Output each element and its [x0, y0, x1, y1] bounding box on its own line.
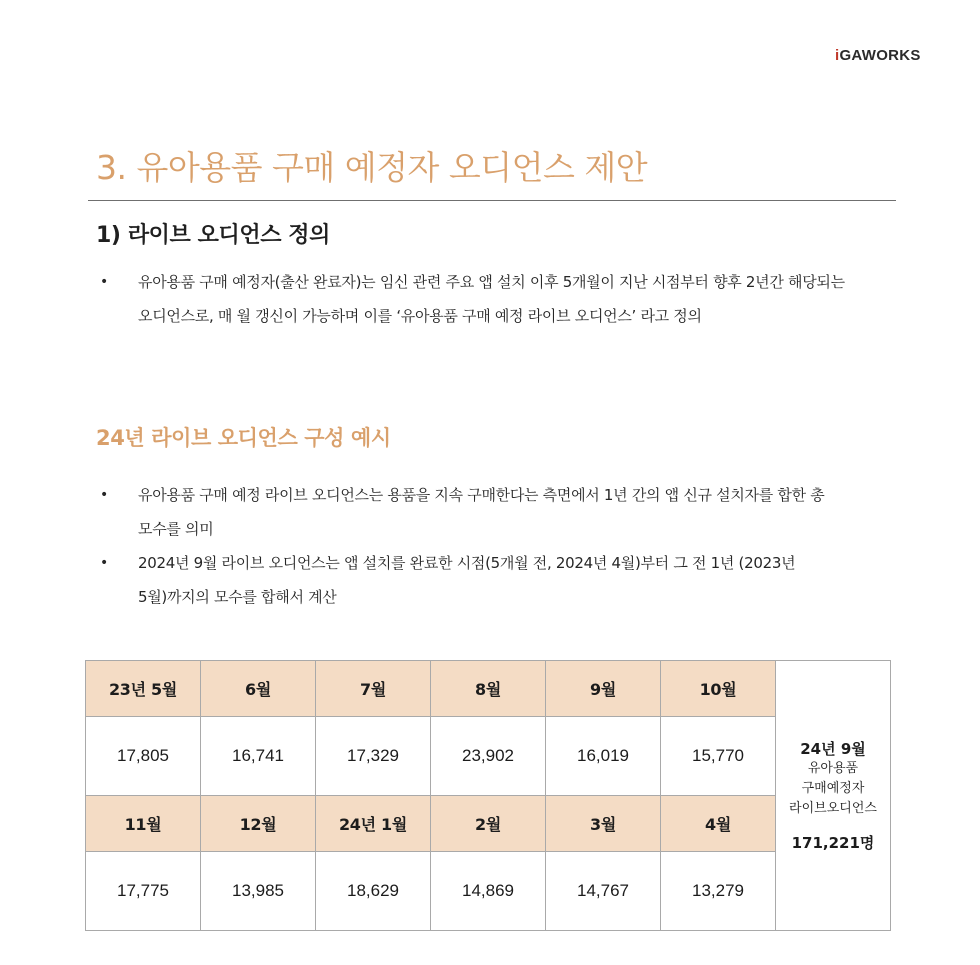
table-header-row [86, 661, 891, 717]
definition-heading: 1) 라이브 오디언스 정의 [96, 223, 331, 248]
value-cell: 16,019 [546, 717, 661, 796]
value-cell: 17,775 [86, 852, 201, 931]
bullet-icon: • [100, 487, 108, 503]
bullet-icon: • [100, 555, 108, 571]
summary-title: 24년 9월 [800, 739, 866, 758]
month-header-cell: 11월 [86, 796, 201, 852]
definition-line-1: 유아용품 구매 예정자(출산 완료자)는 임신 관련 주요 앱 설치 이후 5개월이 지난 시점부터 향후 2년간 해당되는 [138, 273, 845, 291]
example-item-1-line-1: 유아용품 구매 예정 라이브 오디언스는 용품을 지속 구매한다는 측면에서 1년 간의 앱 신규 설치자를 합한 총 [138, 486, 825, 504]
definition-line-2: 오디언스로, 매 월 갱신이 가능하며 이를 ‘유아용품 구매 예정 라이브 오디언스’ 라고 정의 [138, 307, 702, 325]
example-item-2-line-1: 2024년 9월 라이브 오디언스는 앱 설치를 완료한 시점(5개월 전, 2024년 4월)부터 그 전 1년 (2023년 [138, 554, 796, 572]
month-header-cell: 3월 [546, 796, 661, 852]
month-header-cell: 23년 5월 [86, 661, 201, 717]
value-cell: 17,329 [316, 717, 431, 796]
value-cell: 13,279 [661, 852, 776, 931]
page-title: 3. 유아용품 구매 예정자 오디언스 제안 [96, 148, 648, 187]
month-header-cell: 6월 [201, 661, 316, 717]
value-cell: 15,770 [661, 717, 776, 796]
table-value-row [86, 852, 891, 931]
igaworks-logo [835, 47, 921, 64]
value-cell: 14,869 [431, 852, 546, 931]
summary-line: 구매예정자 [801, 780, 865, 796]
summary-line: 라이브오디언스 [789, 800, 877, 816]
month-header-cell: 12월 [201, 796, 316, 852]
logo-i-mark: i [835, 47, 840, 64]
table-header-row [86, 796, 891, 852]
value-cell: 23,902 [431, 717, 546, 796]
month-header-cell: 7월 [316, 661, 431, 717]
value-cell: 16,741 [201, 717, 316, 796]
logo-text: GAWORKS [839, 47, 921, 64]
value-cell: 14,767 [546, 852, 661, 931]
month-header-cell: 2월 [431, 796, 546, 852]
summary-line: 유아용품 [807, 760, 859, 776]
summary-cell [776, 661, 891, 931]
summary-total: 171,221명 [791, 833, 875, 852]
month-header-cell: 9월 [546, 661, 661, 717]
example-list [96, 478, 876, 614]
month-header-cell: 8월 [431, 661, 546, 717]
value-cell: 17,805 [86, 717, 201, 796]
value-cell: 18,629 [316, 852, 431, 931]
definition-item [96, 265, 876, 333]
table-value-row [86, 717, 891, 796]
title-divider [88, 200, 896, 201]
month-header-cell: 4월 [661, 796, 776, 852]
audience-table [85, 660, 891, 931]
month-header-cell: 10월 [661, 661, 776, 717]
example-item-2-line-2: 5월)까지의 모수를 합해서 계산 [138, 588, 337, 606]
definition-list [96, 265, 876, 333]
example-item [96, 546, 876, 614]
example-heading: 24년 라이브 오디언스 구성 예시 [96, 426, 391, 450]
bullet-icon: • [100, 274, 108, 290]
value-cell: 13,985 [201, 852, 316, 931]
example-item [96, 478, 876, 546]
example-item-1-line-2: 모수를 의미 [138, 520, 214, 538]
month-header-cell: 24년 1월 [316, 796, 431, 852]
